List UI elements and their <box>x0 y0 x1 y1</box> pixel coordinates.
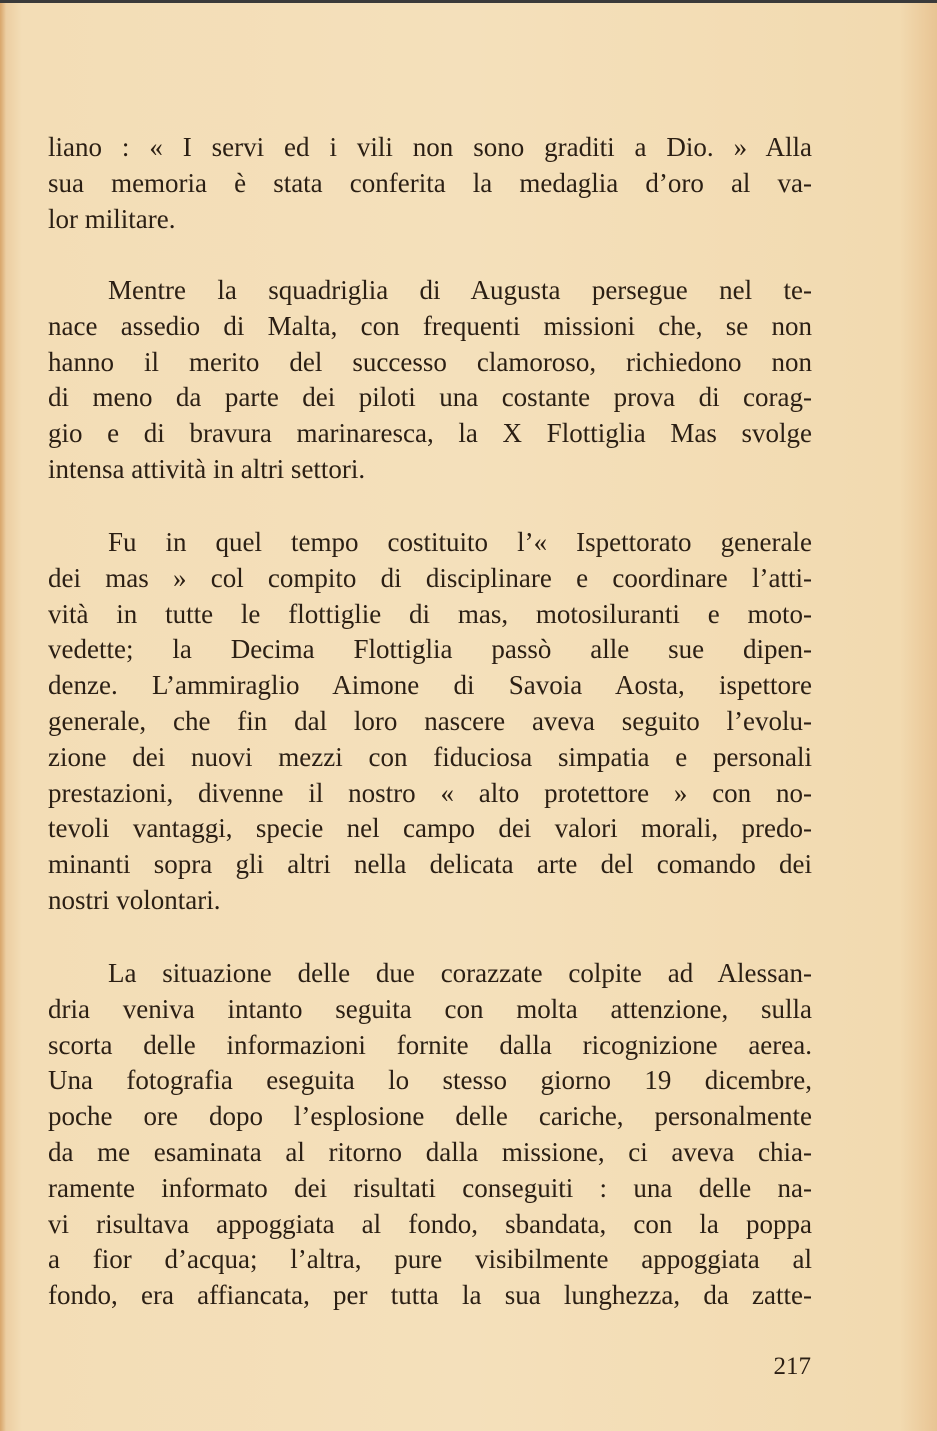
text-line: fondo, era affiancata, per tutta la sua lunghezza, da zatte- <box>48 1280 812 1311</box>
text-line: scorta delle informazioni fornite dalla ricognizione aerea. <box>48 1029 812 1060</box>
text-line: vi risultava appoggiata al fondo, sbandata, con la poppa <box>48 1208 812 1239</box>
text-line: intensa attività in altri settori. <box>48 453 366 484</box>
text-line: zione dei nuovi mezzi con fiduciosa simpatia e personali <box>48 741 812 772</box>
text-line: vedette; la Decima Flottiglia passò alle sue dipen- <box>48 634 812 665</box>
text-line: liano : « I servi ed i vili non sono graditi a Dio. » Alla <box>48 132 812 162</box>
paragraph-4 <box>48 956 812 1314</box>
text-line: Mentre la squadriglia di Augusta persegue nel te- <box>108 275 812 305</box>
text-line: di meno da parte dei piloti una costante prova di corag- <box>48 382 812 413</box>
text-line: minanti sopra gli altri nella delicata arte del comando dei <box>48 849 812 880</box>
text-line: dei mas » col compito di disciplinare e coordinare l’atti- <box>48 562 812 593</box>
text-line: ramente informato dei risultati conseguiti : una delle na- <box>48 1172 812 1203</box>
text-line: tevoli vantaggi, specie nel campo dei valori morali, predo- <box>48 813 812 844</box>
paragraph-2 <box>48 273 812 488</box>
text-line: hanno il merito del successo clamoroso, richiedono non <box>48 346 812 377</box>
text-line: generale, che fin dal loro nascere aveva seguito l’evolu- <box>48 705 812 736</box>
page-edge-shadow <box>0 3 6 1431</box>
text-line: gio e di bravura marinaresca, la X Flottiglia Mas svolge <box>48 418 812 449</box>
text-line: dria veniva intanto seguita con molta attenzione, sulla <box>48 993 812 1024</box>
text-line: nostri volontari. <box>48 884 221 915</box>
text-line: da me esaminata al ritorno dalla missione, ci aveva chia- <box>48 1136 812 1167</box>
text-line: Una fotografia eseguita lo stesso giorno 19 dicembre, <box>48 1065 812 1096</box>
text-line: a fior d’acqua; l’altra, pure visibilmente appoggiata al <box>48 1244 812 1275</box>
text-line: Fu in quel tempo costituito l’« Ispettorato generale <box>108 527 812 557</box>
page-number: 217 <box>773 1353 811 1380</box>
text-line: lor militare. <box>48 203 176 234</box>
text-line: prestazioni, divenne il nostro « alto protettore » con no- <box>48 777 812 808</box>
text-line: vità in tutte le flottiglie di mas, motosiluranti e moto- <box>48 598 812 629</box>
paragraph-1 <box>48 130 812 237</box>
text-line: denze. L’ammiraglio Aimone di Savoia Aosta, ispettore <box>48 670 812 701</box>
text-line: poche ore dopo l’esplosione delle cariche, personalmente <box>48 1101 812 1132</box>
text-line: La situazione delle due corazzate colpite ad Alessan- <box>108 958 812 988</box>
text-line: sua memoria è stata conferita la medaglia d’oro al va- <box>48 167 812 198</box>
text-line: nace assedio di Malta, con frequenti missioni che, se non <box>48 310 812 341</box>
paragraph-3 <box>48 525 812 919</box>
